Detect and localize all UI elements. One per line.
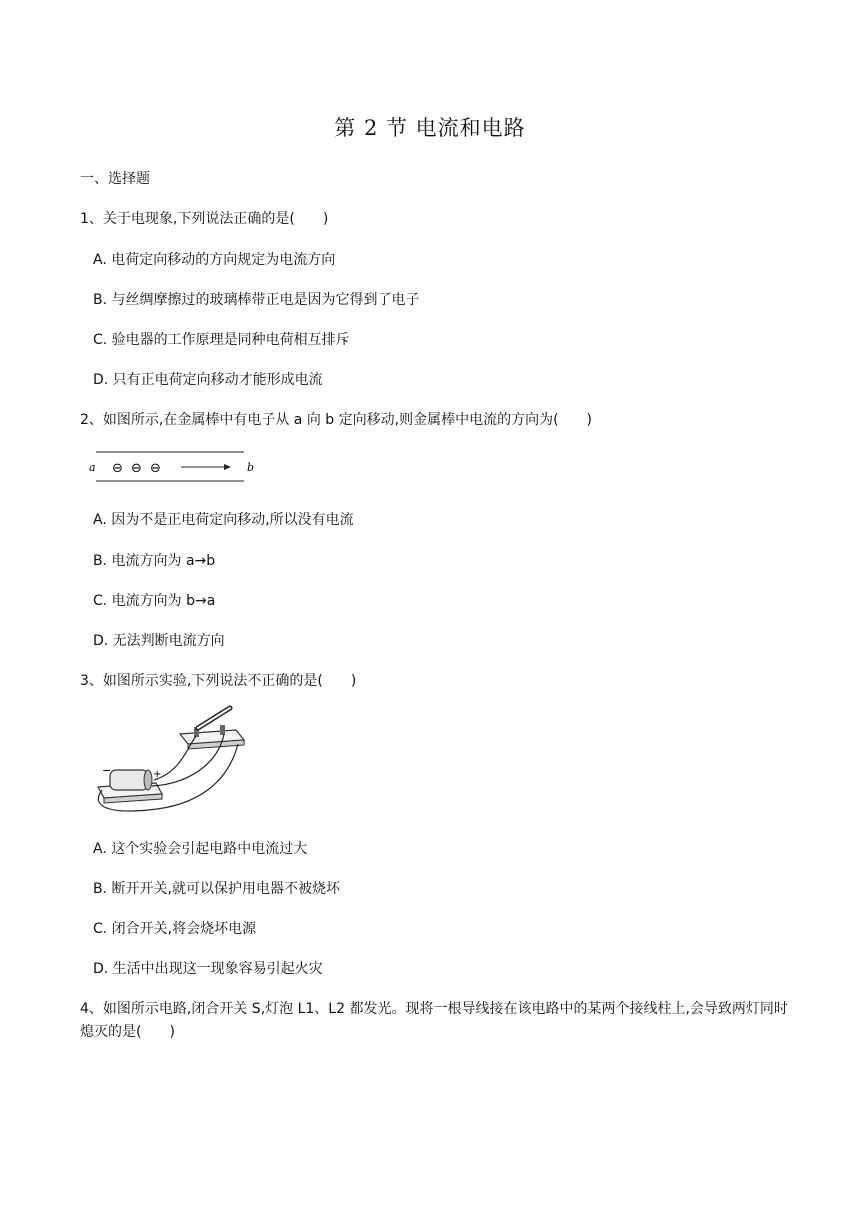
question-2-option-a: A. 因为不是正电荷定向移动,所以没有电流 [93, 512, 354, 528]
question-3-option-c: C. 闭合开关,将会烧坏电源 [93, 921, 257, 937]
electron-icon: ⊖ [131, 461, 142, 476]
question-3-stem: 3、如图所示实验,下列说法不正确的是( ) [80, 673, 357, 689]
short-circuit-figure [88, 702, 258, 820]
question-2-option-d: D. 无法判断电流方向 [93, 633, 225, 649]
question-4-stem: 4、如图所示电路,闭合开关 S,灯泡 L1、L2 都发光。现将一根导线接在该电路中的某两个接线柱上,会导致两灯同时熄灭的是( ) [80, 1001, 788, 1040]
question-1-option-d: D. 只有正电荷定向移动才能形成电流 [93, 372, 323, 388]
battery-icon [110, 770, 148, 790]
direction-arrow-head [224, 464, 231, 470]
electron-icon: ⊖ [150, 461, 161, 476]
question-2-stem: 2、如图所示,在金属棒中有电子从 a 向 b 定向移动,则金属棒中电流的方向为( ) [80, 412, 592, 428]
switch-terminal [220, 725, 225, 735]
question-2-option-c: C. 电流方向为 b→a [93, 593, 216, 609]
metal-rod-figure [84, 448, 264, 488]
section-heading: 一、选择题 [80, 171, 150, 187]
page-title: 第 2 节 电流和电路 [334, 116, 526, 140]
minus-sign: − [102, 764, 112, 777]
question-1-stem: 1、关于电现象,下列说法正确的是( ) [80, 211, 329, 227]
label-b: b [247, 461, 255, 474]
question-3-option-d: D. 生活中出现这一现象容易引起火灾 [93, 961, 323, 977]
plus-sign: + [153, 769, 162, 780]
label-a: a [89, 461, 96, 474]
question-3-option-a: A. 这个实验会引起电路中电流过大 [93, 841, 308, 857]
question-1-option-c: C. 验电器的工作原理是同种电荷相互排斥 [93, 332, 350, 348]
question-1-option-b: B. 与丝绸摩擦过的玻璃棒带正电是因为它得到了电子 [93, 292, 420, 308]
question-1-option-a: A. 电荷定向移动的方向规定为电流方向 [93, 252, 336, 268]
question-3-option-b: B. 断开开关,就可以保护用电器不被烧坏 [93, 881, 340, 897]
question-2-option-b: B. 电流方向为 a→b [93, 553, 216, 569]
electron-icon: ⊖ [112, 461, 123, 476]
